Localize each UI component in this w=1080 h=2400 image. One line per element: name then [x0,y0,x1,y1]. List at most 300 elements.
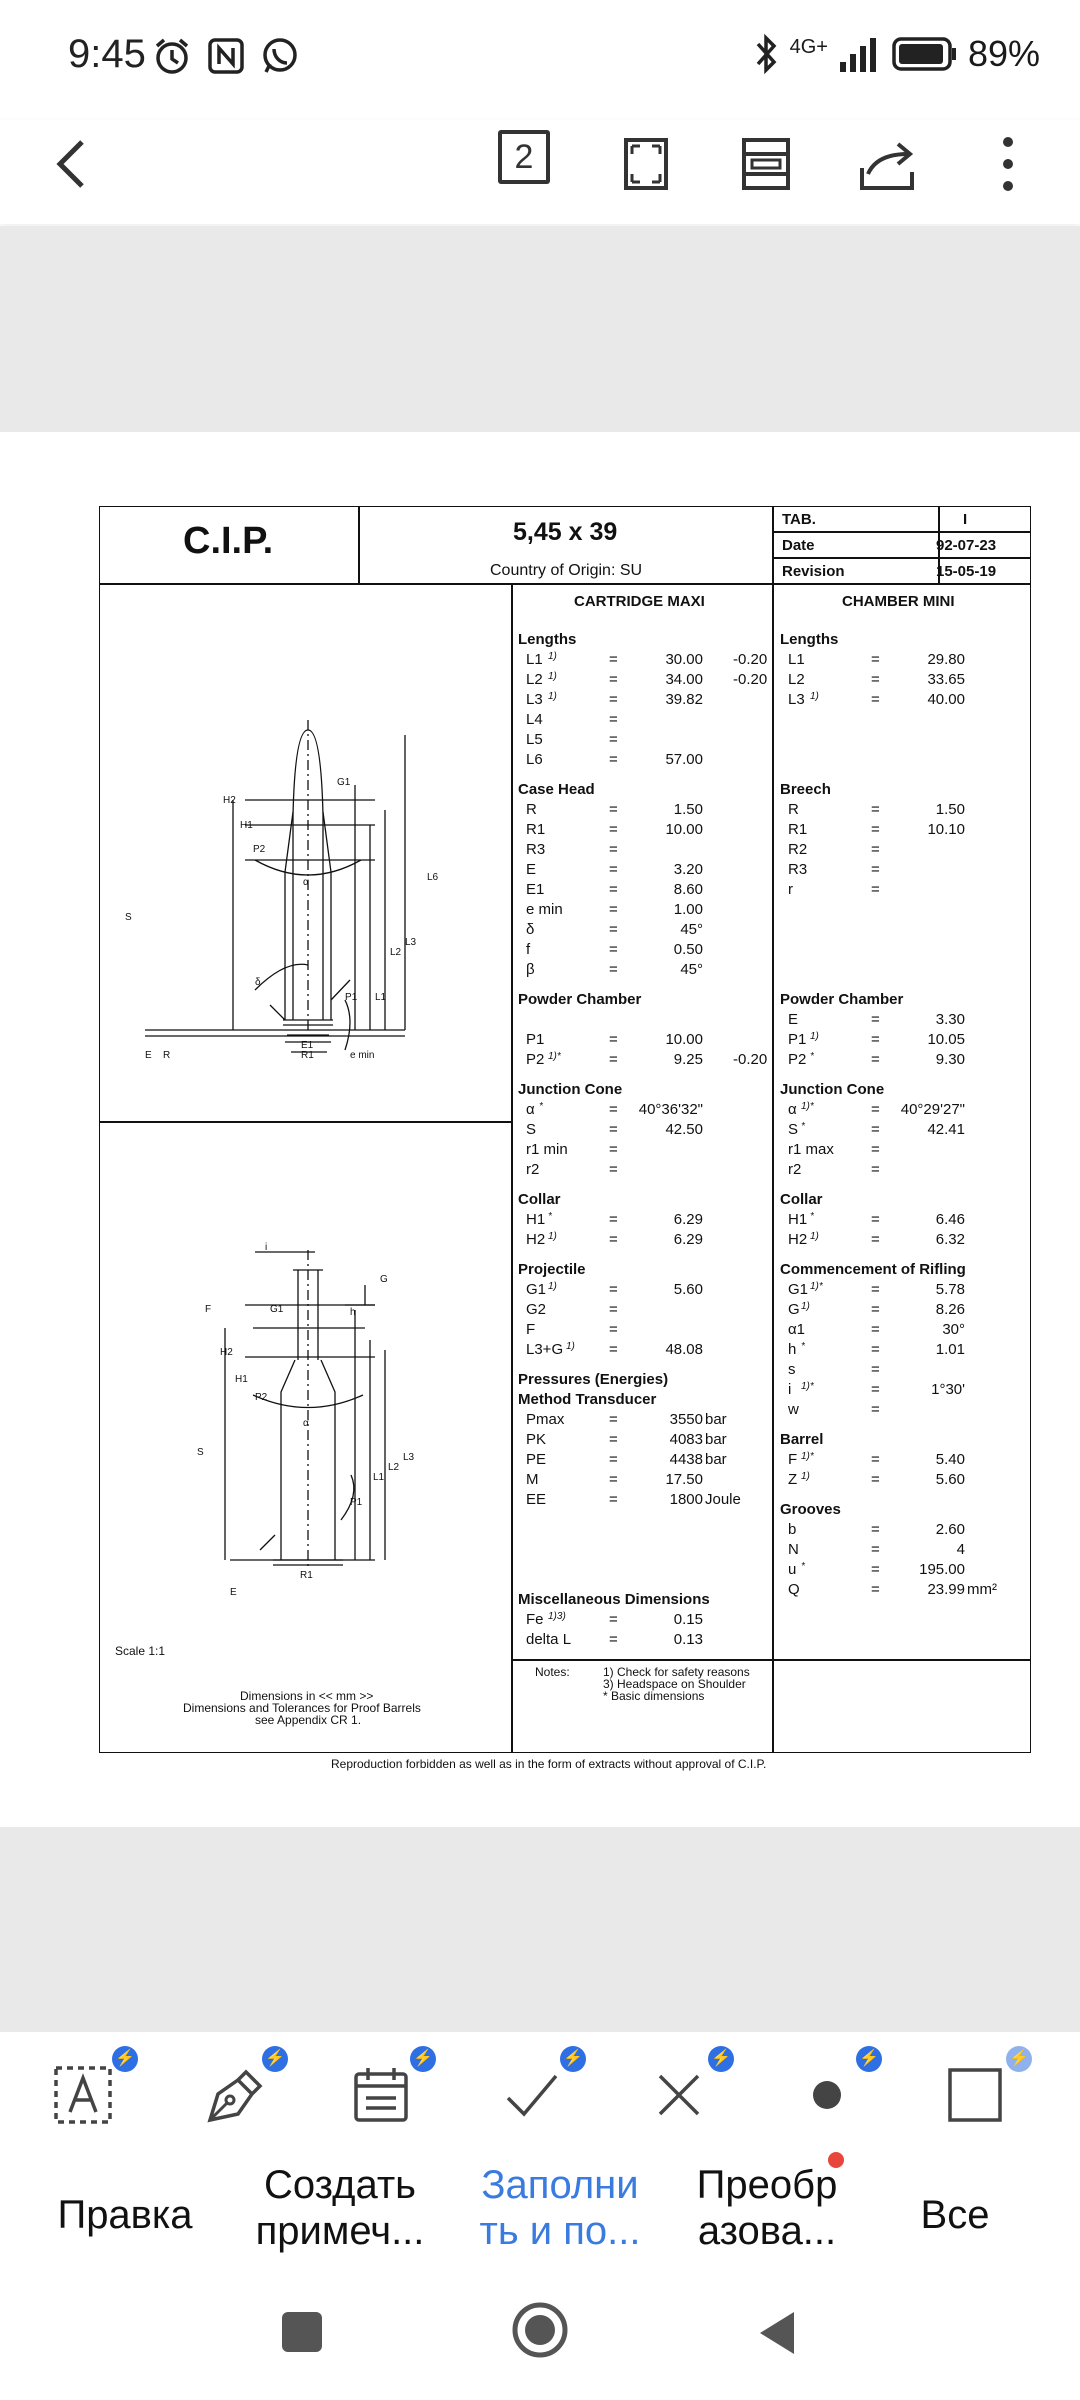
spec-value: 9.30 [935,1051,965,1068]
spec-note: * [539,1101,543,1112]
section-heading: Projectile [518,1261,586,1278]
calendar-icon[interactable] [344,2058,418,2132]
spec-name: G [788,1301,800,1318]
section-heading: Powder Chamber [780,991,904,1008]
page-count-button[interactable]: 2 [498,130,550,184]
equals-sign: = [871,1101,880,1118]
dimensions-note: see Appendix CR 1. [255,1713,362,1727]
equals-sign: = [871,1141,880,1158]
bottom-menu-item[interactable] [40,2192,210,2238]
equals-sign: = [609,1431,618,1448]
section-heading: Junction Cone [518,1081,623,1098]
note-item: 1) Check for safety reasons [603,1665,750,1679]
spec-note: 1) [566,1341,575,1352]
menu-label: Все [920,2193,990,2237]
spec-note: 1) [548,651,557,662]
signal-icon [838,34,882,74]
spec-note: 1) [548,691,557,702]
spec-name: N [788,1541,799,1558]
table-rule [772,531,1031,533]
svg-text:P2: P2 [255,1392,268,1403]
spec-note: 1) [548,1281,557,1292]
nav-recents-button[interactable] [282,2312,322,2352]
spec-name: i [788,1381,792,1398]
top-toolbar [0,120,1080,224]
spec-value: 1.50 [935,801,965,818]
check-icon[interactable] [494,2058,568,2132]
spec-value: 1800 [669,1491,703,1508]
svg-text:R1: R1 [301,1050,314,1060]
spec-value: 6.29 [673,1231,703,1248]
spec-name: L3 [788,691,805,708]
spec-note: * [810,1051,814,1062]
spec-name: α [526,1101,535,1118]
spec-name: H2 [788,1231,808,1248]
network-type: 4G+ [789,35,828,58]
spec-value: 1.00 [673,901,703,918]
share-icon[interactable] [852,128,924,200]
spec-name: r1 min [526,1141,568,1158]
equals-sign: = [609,1301,618,1318]
spec-value: 195.00 [919,1561,965,1578]
spec-value: 40°36'32" [638,1101,703,1118]
equals-sign: = [609,941,618,958]
spec-name: H2 [526,1231,546,1248]
spec-name: PE [526,1451,547,1468]
equals-sign: = [871,1381,880,1398]
equals-sign: = [609,1161,618,1178]
dot-icon[interactable] [790,2058,864,2132]
note-item: 3) Headspace on Shoulder [603,1677,746,1691]
spec-value: 10.00 [665,1031,703,1048]
dimensions-note: Dimensions and Tolerances for Proof Barrels [183,1701,421,1715]
spec-value: 0.13 [673,1631,703,1648]
spec-value: 10.10 [927,821,965,838]
spec-name: δ [526,921,535,938]
battery-level: 89% [967,33,1040,74]
section-heading: Method Transducer [518,1391,657,1408]
svg-text:L3: L3 [403,1452,415,1463]
cartridge-maxi-title: CARTRIDGE MAXI [574,593,705,610]
spec-value: 3.30 [935,1011,965,1028]
table-rule [772,506,774,1753]
spec-name: r1 max [788,1141,834,1158]
spec-name: r [788,881,793,898]
revision-value: 15-05-19 [936,563,997,580]
menu-label: примеч... [255,2209,425,2253]
spec-tolerance: -0.20 [733,1051,768,1068]
menu-label: Создать [263,2163,416,2207]
equals-sign: = [871,1451,880,1468]
equals-sign: = [609,1491,618,1508]
spec-note: * [548,1211,552,1222]
spec-value: 3550 [669,1411,703,1428]
svg-text:L2: L2 [388,1462,400,1473]
equals-sign: = [609,1281,618,1298]
svg-text:L3: L3 [405,937,417,948]
spec-note: 1) [801,1471,810,1482]
spec-name: R3 [788,861,808,878]
spec-name: L1 [788,651,805,668]
spec-name: R [526,801,537,818]
equals-sign: = [871,861,880,878]
bottom-menu-item[interactable] [900,2192,1010,2238]
equals-sign: = [871,821,880,838]
pdf-page [0,432,1080,1827]
equals-sign: = [609,821,618,838]
more-menu-icon[interactable] [972,128,1044,200]
spec-note: * [801,1121,805,1132]
svg-text:S: S [125,912,132,923]
equals-sign: = [609,881,618,898]
menu-label: ть и по... [479,2209,641,2253]
spec-note: * [801,1561,805,1572]
menu-label: азова... [697,2209,837,2253]
section-heading: Barrel [780,1431,824,1448]
spec-name: E [788,1011,799,1028]
spec-name: G1 [788,1281,809,1298]
equals-sign: = [871,1031,880,1048]
equals-sign: = [609,1411,618,1428]
equals-sign: = [871,1321,880,1338]
spec-value: 4 [956,1541,965,1558]
cip-logo-text: C.I.P. [183,520,274,562]
spec-value: 6.29 [673,1211,703,1228]
equals-sign: = [871,1401,880,1418]
spec-name: EE [526,1491,547,1508]
spec-name: r2 [788,1161,802,1178]
spec-name: L1 [526,651,543,668]
chamber-drawing [105,1240,505,1620]
battery-icon [892,36,958,72]
spec-value: 8.60 [673,881,703,898]
equals-sign: = [609,731,618,748]
spec-unit: bar [705,1431,727,1448]
svg-text:P1: P1 [345,992,358,1003]
spec-name: P1 [788,1031,807,1048]
spec-value: 0.15 [673,1611,703,1628]
cartridge-drawing [105,700,505,1060]
equals-sign: = [871,1521,880,1538]
scale-label: Scale 1:1 [115,1644,166,1658]
spec-name: E [526,861,537,878]
spec-name: u [788,1561,797,1578]
spec-value: 1°30' [931,1381,965,1398]
equals-sign: = [609,1101,618,1118]
notes-label: Notes: [535,1665,570,1679]
spec-name: L2 [788,671,805,688]
spec-name: b [788,1521,797,1538]
table-rule [772,557,1031,559]
spec-value: 5.40 [935,1451,965,1468]
svg-text:L2: L2 [390,947,402,958]
spec-value: 17.50 [665,1471,703,1488]
status-left-icons [150,34,302,78]
date-value: 92-07-23 [936,537,997,554]
chamber-mini-title: CHAMBER MINI [842,593,955,610]
page-layout-icon[interactable] [730,128,802,200]
equals-sign: = [871,1051,880,1068]
svg-text:L1: L1 [375,992,387,1003]
country-of-origin: Country of Origin: SU [490,562,643,579]
table-rule [358,506,360,583]
caliber-title: 5,45 x 39 [513,518,618,546]
section-heading: Breech [780,781,831,798]
spec-tolerance: -0.20 [733,651,768,668]
menu-label: Преобр [696,2163,838,2207]
equals-sign: = [609,1231,618,1248]
equals-sign: = [609,1211,618,1228]
equals-sign: = [609,671,618,688]
spec-note: 1)* [810,1281,823,1292]
equals-sign: = [609,1631,618,1648]
nfc-icon [204,34,248,78]
section-heading: Collar [518,1191,561,1208]
spec-note: 1)* [548,1051,561,1062]
spec-name: H1 [788,1211,808,1228]
fullscreen-icon[interactable] [610,128,682,200]
svg-text:E1: E1 [301,1040,314,1051]
spec-unit: bar [705,1451,727,1468]
section-heading: Pressures (Energies) [518,1371,669,1388]
equals-sign: = [609,751,618,768]
spec-name: G2 [526,1301,547,1318]
spec-value: 4083 [669,1431,703,1448]
spec-value: 6.32 [935,1231,965,1248]
section-heading: Commencement of Rifling [780,1261,966,1278]
spec-name: Q [788,1581,800,1598]
equals-sign: = [871,1581,880,1598]
spec-value: 40°29'27" [900,1101,965,1118]
svg-text:G1: G1 [270,1304,284,1315]
spec-tolerance: -0.20 [733,671,768,688]
date-label: Date [782,537,815,554]
section-heading: Case Head [518,781,595,798]
spec-value: 57.00 [665,751,703,768]
svg-text:P2: P2 [253,844,266,855]
spec-name: h [788,1341,797,1358]
equals-sign: = [609,1341,618,1358]
spec-value: 2.60 [935,1521,965,1538]
spec-name: PK [526,1431,547,1448]
equals-sign: = [609,1471,618,1488]
spec-value: 45° [680,921,703,938]
spec-name: L3 [526,691,543,708]
status-bar [0,0,1080,120]
section-heading: Lengths [780,631,839,648]
spec-note: 1) [810,691,819,702]
spec-note: 1)* [801,1101,814,1112]
svg-text:R: R [163,1050,171,1060]
spec-note: 1)* [801,1381,814,1392]
spec-name: P2 [526,1051,545,1068]
spec-value: 10.00 [665,821,703,838]
svg-text:R1: R1 [300,1570,313,1581]
spec-note: * [810,1211,814,1222]
premium-badge: ⚡ [262,2046,288,2072]
table-rule [511,583,513,1753]
equals-sign: = [609,1141,618,1158]
revision-label: Revision [782,563,845,580]
table-rule [511,1659,1031,1661]
spec-value: 9.25 [673,1051,703,1068]
dimensions-note: Dimensions in << mm >> [240,1689,374,1703]
spec-name: w [788,1401,799,1418]
equals-sign: = [871,1121,880,1138]
svg-text:P1: P1 [350,1497,363,1508]
equals-sign: = [871,1341,880,1358]
section-heading: Grooves [780,1501,841,1518]
equals-sign: = [609,961,618,978]
nav-home-button[interactable] [510,2300,570,2360]
section-heading: Collar [780,1191,823,1208]
whatsapp-icon [258,34,302,78]
signature-pen-icon[interactable] [196,2058,270,2132]
svg-text:H2: H2 [220,1347,233,1358]
bottom-menu-item[interactable] [455,2162,665,2254]
spec-note: 1) [810,1231,819,1242]
spec-name: H1 [526,1211,546,1228]
table-rule [99,1121,512,1123]
spec-name: delta L [526,1631,572,1648]
spec-value: 6.46 [935,1211,965,1228]
spec-value: 1.01 [935,1341,965,1358]
premium-badge: ⚡ [708,2046,734,2072]
reproduction-footer: Reproduction forbidden as well as in the form of extracts without approval of C.I.P. [331,1757,767,1771]
spec-name: L3+G [526,1341,564,1358]
equals-sign: = [609,921,618,938]
equals-sign: = [609,711,618,728]
spec-value: 33.65 [927,671,965,688]
spec-value: 5.60 [935,1471,965,1488]
spec-name: Z [788,1471,798,1488]
equals-sign: = [871,881,880,898]
spec-name: R [788,801,799,818]
svg-text:α: α [303,1418,309,1429]
premium-badge: ⚡ [856,2046,882,2072]
equals-sign: = [871,1471,880,1488]
svg-text:G: G [380,1274,388,1285]
bottom-menu-item[interactable] [240,2162,440,2254]
svg-text:α: α [303,877,309,888]
section-heading: Powder Chamber [518,991,642,1008]
spec-name: S [526,1121,537,1138]
equals-sign: = [871,1231,880,1248]
svg-text:S: S [197,1447,204,1458]
equals-sign: = [871,691,880,708]
svg-text:H1: H1 [240,820,253,831]
tab-label: TAB. [782,511,816,528]
spec-value: 30.00 [665,651,703,668]
spec-note: 1) [548,671,557,682]
spec-name: L2 [526,671,543,688]
spec-unit: mm² [967,1581,997,1598]
equals-sign: = [609,1121,618,1138]
spec-name: f [526,941,531,958]
equals-sign: = [871,1161,880,1178]
spec-unit: Joule [705,1491,741,1508]
equals-sign: = [871,1541,880,1558]
table-rule [99,583,1031,585]
menu-label: Заполни [481,2163,639,2207]
spec-value: 10.05 [927,1031,965,1048]
spec-name: R3 [526,841,546,858]
svg-text:L1: L1 [373,1472,385,1483]
spec-name: F [526,1321,536,1338]
equals-sign: = [871,1301,880,1318]
svg-text:h: h [350,1307,356,1318]
spec-value: 3.20 [673,861,703,878]
premium-badge: ⚡ [1006,2046,1032,2072]
svg-text:H1: H1 [235,1374,248,1385]
spec-name: L4 [526,711,543,728]
spec-name: R1 [526,821,546,838]
spec-name: s [788,1361,796,1378]
spec-name: E1 [526,881,545,898]
equals-sign: = [609,1611,618,1628]
spec-note: * [801,1341,805,1352]
spec-value: 5.60 [673,1281,703,1298]
equals-sign: = [871,801,880,818]
spec-name: P1 [526,1031,545,1048]
spec-name: L6 [526,751,543,768]
equals-sign: = [609,1051,618,1068]
nav-back-button[interactable] [756,2310,798,2356]
spec-note: 1) [801,1301,810,1312]
spec-name: S [788,1121,799,1138]
bottom-menu-item[interactable] [672,2162,862,2254]
equals-sign: = [871,1011,880,1028]
back-arrow-icon[interactable] [36,128,108,200]
svg-text:F: F [205,1304,212,1315]
equals-sign: = [609,691,618,708]
spec-value: 42.41 [927,1121,965,1138]
text-box-icon[interactable] [46,2058,120,2132]
spec-name: F [788,1451,798,1468]
cross-icon[interactable] [642,2058,716,2132]
square-icon[interactable] [938,2058,1012,2132]
spec-note: 1)3) [548,1611,566,1622]
spec-value: 30° [942,1321,965,1338]
spec-name: R1 [788,821,808,838]
page-gap-top [0,226,1080,432]
spec-value: 34.00 [665,671,703,688]
spec-unit: bar [705,1411,727,1428]
spec-value: 1.50 [673,801,703,818]
spec-name: r2 [526,1161,540,1178]
equals-sign: = [609,1321,618,1338]
svg-text:E: E [145,1050,152,1060]
spec-name: R2 [788,841,808,858]
spec-name: α [788,1101,797,1118]
spec-name: G1 [526,1281,547,1298]
equals-sign: = [871,841,880,858]
spec-name: Pmax [526,1411,565,1428]
page-gap-bottom [0,1827,1080,2032]
equals-sign: = [609,841,618,858]
premium-badge: ⚡ [560,2046,586,2072]
spec-value: 4438 [669,1451,703,1468]
spec-value: 40.00 [927,691,965,708]
spec-value: 5.78 [935,1281,965,1298]
alarm-icon [150,34,194,78]
svg-text:L6: L6 [427,872,439,883]
section-heading: Lengths [518,631,577,648]
equals-sign: = [871,671,880,688]
svg-text:H2: H2 [223,795,236,806]
spec-name: α1 [788,1321,806,1338]
bluetooth-icon [752,32,780,76]
